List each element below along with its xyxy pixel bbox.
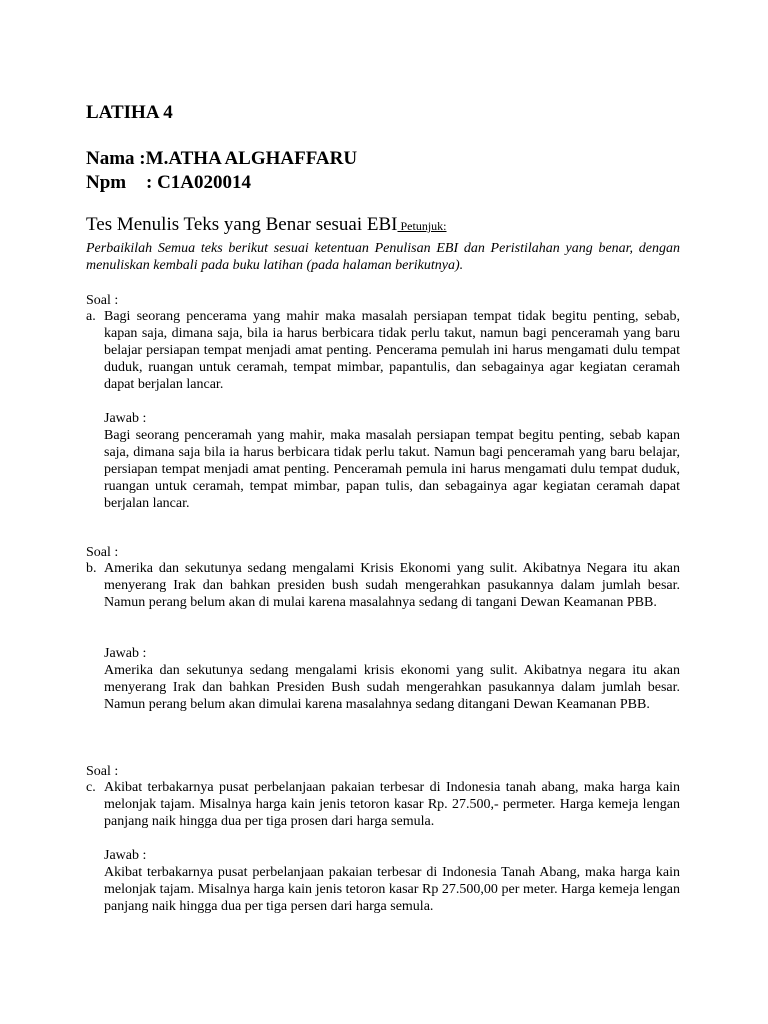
soal-text: Bagi seorang pencerama yang mahir maka masalah persiapan tempat tidak begitu penting, sebab, kapan saja, dimana saja, bila ia harus berbicara tidak perlu takut, namun bagi penceramah yang baru belajar persiapan tempat menjadi amat penting. Pencerama pemulah ini harus mengamati dulu tempat duduk, ruangan untuk ceramah, tempat mimbar, papantulis, dan sebagainya agar kegiatan ceramah dapat berjalan lancar. (104, 309, 680, 392)
name-value: M.ATHA ALGHAFFARU (145, 148, 358, 169)
soal-text: Akibat terbakarnya pusat perbelanjaan pakaian terbesar di Indonesia tanah abang, maka harga kain melonjak tajam. Misalnya harga kain jenis tetoron kasar Rp. 27.500,- permeter. Harga kemeja lengan panjang naik hingga dua per tiga prosen dari harga semula. (104, 780, 680, 829)
jawab-text: Bagi seorang penceramah yang mahir, maka masalah persiapan tempat begitu penting, sebab kapan saja, dimana saja bila ia harus berbicara tidak perlu takut. Namun bagi penceramah yang baru belajar, persiapan tempat menjadi amat penting. Penceramah pemula ini harus mengamati dulu tempat duduk, ruangan untuk ceramah, tempat mimbar, papan tulis, dan sebagainya agar kegiatan ceramah dapat berjalan lancar. (104, 428, 680, 511)
soal-label: Soal : (86, 545, 119, 560)
petunjuk-label: Petunjuk: (397, 219, 447, 233)
jawab-text: Amerika dan sekutunya sedang mengalami krisis ekonomi yang sulit. Akibatnya negara itu akan menyerang Irak dan bahkan Presiden Bush sudah mengerahkan pasukannya dalam jumlah besar. Namun perang belum akan dimulai karena masalahnya sedang ditangani Dewan Keamanan PBB. (104, 663, 680, 712)
exercise-heading: LATIHA 4 (86, 102, 173, 123)
test-title (86, 214, 447, 236)
npm-label: Npm (86, 172, 127, 193)
npm-value: : C1A020014 (146, 172, 252, 193)
list-marker: b. (86, 561, 97, 576)
jawab-label: Jawab : (104, 411, 147, 426)
instruction-text: Perbaikilah Semua teks berikut sesuai ketentuan Penulisan EBI dan Peristilahan yang benar, dengan menuliskan kembali pada buku latihan (pada halaman berikutnya). (86, 241, 680, 273)
soal-label: Soal : (86, 293, 119, 308)
name-label: Nama : (86, 148, 146, 169)
npm-row (86, 172, 251, 194)
jawab-text: Akibat terbakarnya pusat perbelanjaan pakaian terbesar di Indonesia Tanah Abang, maka harga kain melonjak tajam. Misalnya harga kain jenis tetoron kasar Rp 27.500,00 per meter. Harga kemeja lengan panjang naik hingga dua per tiga persen dari harga semula. (104, 865, 680, 914)
name-row (86, 148, 357, 170)
test-title-text: Tes Menulis Teks yang Benar sesuai EBI (86, 214, 398, 235)
list-marker: c. (86, 780, 96, 795)
jawab-label: Jawab : (104, 646, 147, 661)
jawab-label: Jawab : (104, 848, 147, 863)
soal-label: Soal : (86, 764, 119, 779)
list-marker: a. (86, 309, 96, 324)
soal-text: Amerika dan sekutunya sedang mengalami Krisis Ekonomi yang sulit. Akibatnya Negara itu akan menyerang Irak dan bahkan presiden bush sudah mengerahkan pasukannya dalam jumlah besar. Namun perang belum akan di mulai karena masalahnya sedang di tangani Dewan Keamanan PBB. (104, 561, 680, 610)
